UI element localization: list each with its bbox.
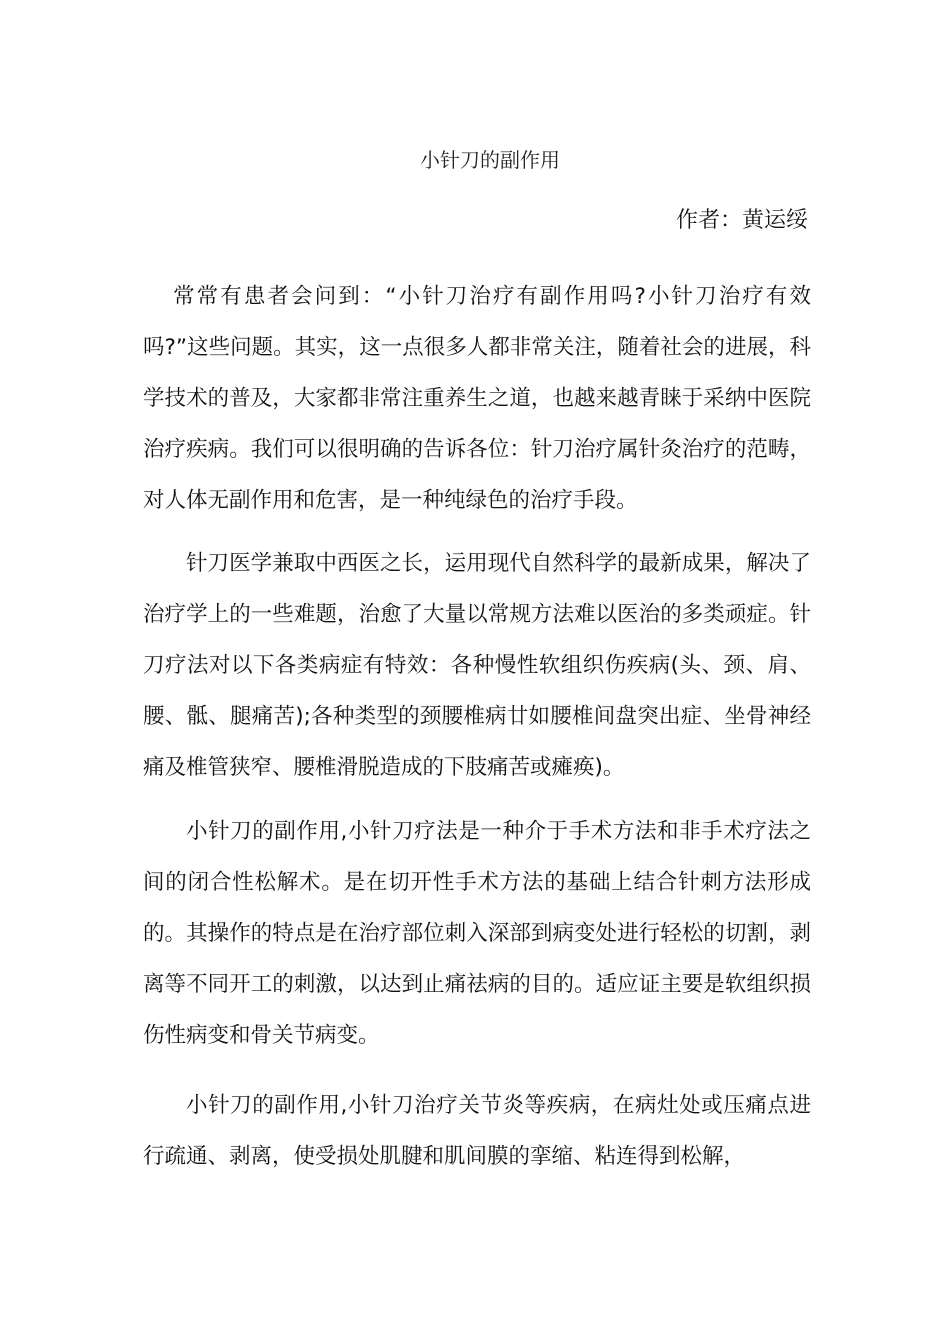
paragraph-4: 小针刀的副作用,小针刀治疗关节炎等疾病，在病灶处或压痛点进行疏通、剥离，使受损处肌腱和肌间膜的挛缩、粘连得到松解，	[143, 1093, 811, 1169]
author-line: 作者：黄运绥	[675, 208, 808, 233]
document-title: 小针刀的副作用	[420, 148, 560, 172]
paragraph-2: 针刀医学兼取中西医之长，运用现代自然科学的最新成果，解决了治疗学上的一些难题，治愈了大量以常规方法难以医治的多类顽症。针刀疗法对以下各类病症有特效：各种慢性软组织伤疾病(头、颈、肩、腰、骶、腿痛苦);各种类型的颈腰椎病廿如腰椎间盘突出症、坐骨神经痛及椎管狭窄、腰椎滑脱造成的下肢痛苦或瘫痪)。	[143, 551, 811, 780]
paragraph-1: 常常有患者会问到：“小针刀治疗有副作用吗?小针刀治疗有效吗?”这些问题。其实，这一点很多人都非常关注，随着社会的进展，科学技术的普及，大家都非常注重养生之道，也越来越青睐于采纳中医院治疗疾病。我们可以很明确的告诉各位：针刀治疗属针灸治疗的范畴，对人体无副作用和危害，是一种纯绿色的治疗手段。	[143, 284, 811, 513]
paragraph-3: 小针刀的副作用,小针刀疗法是一种介于手术方法和非手术疗法之间的闭合性松解术。是在切开性手术方法的基础上结合针刺方法形成的。其操作的特点是在治疗部位刺入深部到病变处进行轻松的切割，剥离等不同开工的刺激，以达到止痛祛病的目的。适应证主要是软组织损伤性病变和骨关节病变。	[143, 819, 811, 1048]
